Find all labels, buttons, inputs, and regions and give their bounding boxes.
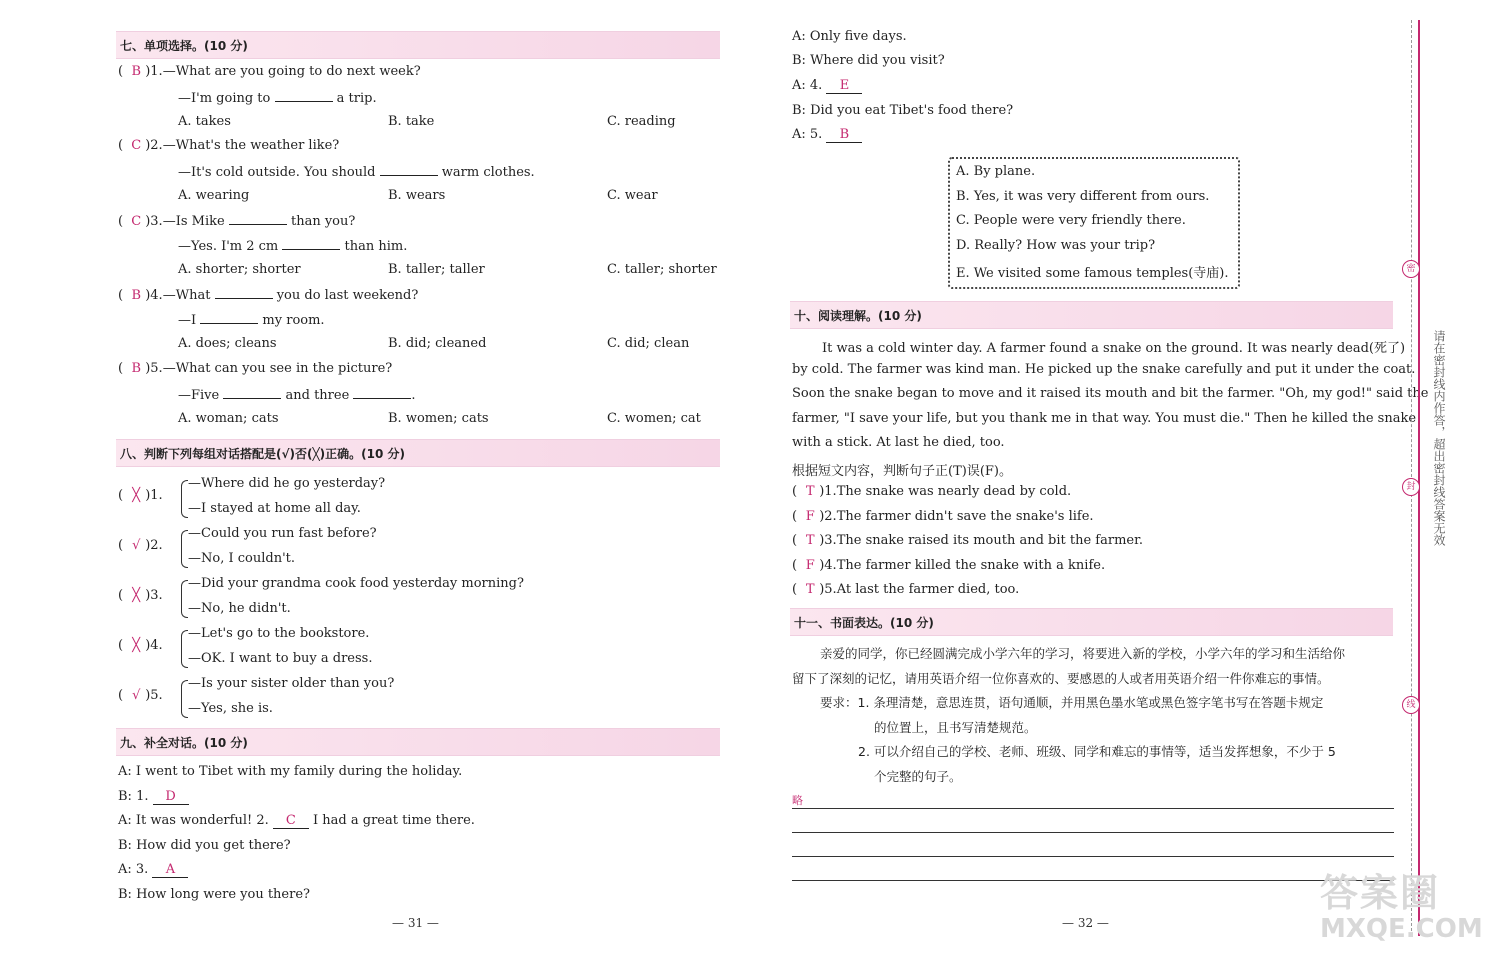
dialogue-question: —Is your sister older than you? bbox=[188, 676, 395, 691]
answer-mark: T bbox=[805, 582, 815, 597]
answer-blank-empty bbox=[380, 163, 438, 176]
writing-answer: 略 bbox=[792, 794, 803, 807]
option-b: B. taller; taller bbox=[388, 262, 485, 277]
dialogue-line: A: 5. B bbox=[792, 127, 862, 143]
question-line bbox=[118, 212, 355, 229]
answer-mark: √ bbox=[132, 538, 141, 553]
seal-mark: 封 bbox=[1402, 478, 1420, 496]
option-c: C. wear bbox=[607, 188, 658, 203]
dialogue-line: A: Only five days. bbox=[792, 29, 907, 44]
writing-line bbox=[792, 832, 1394, 833]
response-text: —It's cold outside. You should bbox=[178, 165, 376, 180]
option-item: C. People were very friendly there. bbox=[956, 213, 1186, 228]
paren: ( bbox=[792, 533, 802, 548]
brace bbox=[181, 480, 188, 518]
response-text: . bbox=[411, 388, 416, 403]
statement: The farmer didn't save the snake's life. bbox=[836, 508, 1094, 524]
judgment-label bbox=[118, 638, 163, 653]
response-text: warm clothes. bbox=[441, 165, 535, 180]
dialogue-line: B: 1. D bbox=[118, 789, 189, 805]
answer-choice: B bbox=[131, 288, 141, 303]
question-line bbox=[118, 286, 418, 303]
answer-choice: C bbox=[131, 138, 142, 153]
paren: ( bbox=[118, 288, 128, 303]
judgment-label bbox=[118, 488, 163, 503]
option-a: A. woman; cats bbox=[178, 411, 279, 426]
instruction: 根据短文内容，判断句子正(T)误(F)。 bbox=[792, 464, 1012, 479]
answer-choice: B bbox=[131, 64, 141, 79]
answer-blank-empty bbox=[275, 89, 333, 102]
answer-mark: T bbox=[805, 533, 815, 548]
question-stem: you do last weekend? bbox=[276, 288, 419, 303]
question-number: )4. bbox=[145, 288, 163, 303]
options-box bbox=[948, 157, 1240, 289]
passage-line: It was a cold winter day. A farmer found a snake on the ground. It was nearly dead(死了) bbox=[822, 341, 1406, 356]
question-number: )1. bbox=[145, 488, 163, 503]
judgment-label bbox=[118, 688, 163, 703]
answer-blank: D bbox=[153, 789, 189, 805]
question-line bbox=[118, 138, 339, 153]
answer-mark: ╳ bbox=[132, 588, 141, 603]
option-b: B. wears bbox=[388, 188, 446, 203]
seal-line bbox=[1418, 20, 1420, 936]
dialogue-response: —No, I couldn't. bbox=[188, 551, 295, 566]
paren: ( bbox=[792, 508, 802, 524]
watermark-url: MXQE.COM bbox=[1320, 914, 1483, 944]
answer-choice: C bbox=[131, 214, 142, 229]
answer-mark: F bbox=[805, 508, 815, 524]
passage-line: farmer, "I save your life, but you thank me in that way. You must die." Then he killed the snake bbox=[792, 411, 1417, 426]
paren: ( bbox=[118, 538, 128, 553]
paren: ( bbox=[118, 488, 128, 503]
section-9-header bbox=[116, 728, 720, 756]
page-number: — 32 — bbox=[1062, 916, 1109, 930]
question-line bbox=[178, 237, 407, 254]
answer-mark: ╳ bbox=[132, 488, 141, 503]
section-8-title: 八、判断下列每组对话搭配是(√)否(╳)正确。(10 分) bbox=[120, 447, 406, 461]
judgment-line bbox=[792, 533, 1143, 548]
option-b: B. women; cats bbox=[388, 411, 489, 426]
statement: The snake raised its mouth and bit the farmer. bbox=[836, 533, 1144, 548]
brace bbox=[181, 530, 188, 568]
option-c: C. taller; shorter bbox=[607, 262, 717, 277]
seal-mark: 密 bbox=[1402, 260, 1420, 278]
response-text: —I'm going to bbox=[178, 91, 271, 106]
answer-blank-empty bbox=[200, 311, 258, 324]
question-line bbox=[118, 361, 392, 376]
writing-line bbox=[792, 856, 1394, 857]
paren: ( bbox=[792, 582, 802, 597]
dialogue-question: —Did your grandma cook food yesterday morning? bbox=[188, 576, 524, 591]
answer-mark: T bbox=[805, 484, 815, 499]
question-line bbox=[178, 89, 377, 106]
passage-line: by cold. The farmer was kind man. He picked up the snake carefully and put it under the coat. bbox=[792, 362, 1416, 377]
answer-blank-empty bbox=[215, 286, 273, 299]
dialogue-line: A: 4. E bbox=[792, 78, 862, 94]
response-text: and three bbox=[285, 388, 350, 403]
requirement-2-cont: 个完整的句子。 bbox=[874, 769, 962, 784]
response-text: a trip. bbox=[336, 91, 377, 106]
writing-line bbox=[792, 808, 1394, 809]
option-a: A. wearing bbox=[178, 188, 250, 203]
paren: ( bbox=[118, 638, 128, 653]
judgment-line bbox=[792, 509, 1094, 524]
option-item: E. We visited some famous temples(寺庙). bbox=[956, 266, 1229, 281]
question-number: )5. bbox=[145, 361, 163, 376]
option-a: A. takes bbox=[178, 114, 231, 129]
dialogue-line: B: How did you get there? bbox=[118, 838, 291, 853]
answer-blank: B bbox=[826, 127, 862, 143]
option-item: A. By plane. bbox=[956, 164, 1036, 179]
option-b: B. did; cleaned bbox=[388, 336, 487, 351]
judgment-line bbox=[792, 484, 1071, 499]
requirement-1: 要求：1. 条理清楚，意思连贯，语句通顺，并用黑色墨水笔或黑色签字笔书写在答题卡规定 bbox=[820, 695, 1324, 710]
dialogue-response: —OK. I want to buy a dress. bbox=[188, 651, 373, 666]
question-number: )3. bbox=[145, 214, 163, 229]
question-line bbox=[118, 64, 421, 79]
brace bbox=[181, 630, 188, 668]
page-number: — 31 — bbox=[392, 916, 439, 930]
paren: ( bbox=[118, 214, 128, 229]
question-number: )4. bbox=[145, 638, 163, 653]
answer-blank: A bbox=[152, 862, 188, 878]
option-a: A. shorter; shorter bbox=[178, 262, 301, 277]
writing-line bbox=[792, 880, 1394, 881]
response-text: than him. bbox=[344, 239, 408, 254]
answer-blank-empty bbox=[223, 386, 281, 399]
answer-mark: ╳ bbox=[132, 638, 141, 653]
paren: ( bbox=[792, 557, 802, 573]
judgment-line bbox=[792, 582, 1019, 597]
brace bbox=[181, 580, 188, 618]
section-10-header bbox=[790, 301, 1393, 329]
option-item: D. Really? How was your trip? bbox=[956, 237, 1156, 253]
paren: ( bbox=[118, 688, 128, 703]
paren: ( bbox=[792, 484, 802, 499]
question-stem: —Is Mike bbox=[162, 214, 225, 229]
response-text: my room. bbox=[262, 313, 325, 328]
prompt-text: 留下了深刻的记忆，请用英语介绍一位你喜欢的、要感恩的人或者用英语介绍一件你难忘的事情。 bbox=[792, 671, 1330, 686]
option-item: B. Yes, it was very different from ours. bbox=[956, 188, 1210, 204]
question-number: )1. bbox=[819, 484, 837, 499]
question-number: )5. bbox=[145, 688, 163, 703]
question-stem: —What are you going to do next week? bbox=[162, 64, 421, 79]
section-11-title: 十一、书面表达。(10 分) bbox=[794, 616, 934, 630]
dialogue-question: —Let's go to the bookstore. bbox=[188, 626, 370, 641]
option-a: A. does; cleans bbox=[178, 336, 277, 351]
answer-blank: E bbox=[826, 78, 862, 94]
dialogue-line: A: 3. A bbox=[118, 862, 188, 878]
question-number: )3. bbox=[819, 533, 837, 548]
option-c: C. did; clean bbox=[607, 336, 690, 351]
judgment-label bbox=[118, 588, 163, 603]
requirement-2: 2. 可以介绍自己的学校、老师、班级、同学和难忘的事情等，适当发挥想象，不少于 5 bbox=[858, 744, 1336, 759]
question-stem: —What's the weather like? bbox=[162, 138, 340, 153]
section-8-header bbox=[116, 439, 720, 467]
dialogue-response: —No, he didn't. bbox=[188, 601, 291, 616]
question-number: )3. bbox=[145, 588, 163, 603]
paren: ( bbox=[118, 64, 128, 79]
question-stem: than you? bbox=[290, 214, 356, 229]
question-stem: —What bbox=[162, 288, 211, 303]
section-10-title: 十、阅读理解。(10 分) bbox=[794, 309, 922, 323]
judgment-label bbox=[118, 538, 163, 553]
dialogue-line: B: Where did you visit? bbox=[792, 53, 945, 68]
paren: ( bbox=[118, 361, 128, 376]
passage-line: with a stick. At last he died, too. bbox=[792, 435, 1005, 450]
question-number: )5. bbox=[819, 582, 837, 597]
answer-mark: F bbox=[805, 557, 815, 573]
response-text: —Yes. I'm 2 cm bbox=[178, 239, 279, 254]
requirement-1-cont: 的位置上，且书写清楚规范。 bbox=[874, 720, 1037, 735]
dialogue-question: —Could you run fast before? bbox=[188, 526, 377, 541]
question-number: )2. bbox=[819, 508, 837, 524]
dialogue-response: —I stayed at home all day. bbox=[188, 501, 361, 516]
section-11-header bbox=[790, 608, 1393, 636]
answer-blank-empty bbox=[353, 386, 411, 399]
section-7-title: 七、单项选择。(10 分) bbox=[120, 39, 248, 53]
question-number: )2. bbox=[145, 138, 163, 153]
question-line bbox=[178, 311, 325, 328]
option-c: C. reading bbox=[607, 114, 676, 129]
response-text: —I bbox=[178, 313, 197, 328]
seal-instruction: 请在密封线内作答，超出密封线答案无效 bbox=[1432, 330, 1446, 546]
dialogue-question: —Where did he go yesterday? bbox=[188, 476, 386, 491]
statement: At last the farmer died, too. bbox=[836, 582, 1020, 597]
brace bbox=[181, 680, 188, 718]
right-page bbox=[750, 0, 1500, 956]
answer-blank-empty bbox=[282, 237, 340, 250]
answer-blank: C bbox=[273, 813, 309, 829]
seal-mark: 线 bbox=[1402, 696, 1420, 714]
passage-line: Soon the snake began to move and it raised its mouth and bit the farmer. "Oh, my god!" said the bbox=[792, 386, 1429, 401]
dialogue-line: A: I went to Tibet with my family during the holiday. bbox=[118, 764, 463, 779]
watermark-logo: 答案圈 bbox=[1320, 871, 1441, 915]
question-stem: —What can you see in the picture? bbox=[162, 361, 393, 376]
statement: The farmer killed the snake with a knife. bbox=[836, 557, 1106, 573]
answer-mark: √ bbox=[132, 688, 141, 703]
statement: The snake was nearly dead by cold. bbox=[836, 484, 1072, 499]
question-line bbox=[178, 163, 535, 180]
question-number: )4. bbox=[819, 557, 837, 573]
dialogue-line: A: It was wonderful! 2. C I had a great time there. bbox=[118, 813, 475, 828]
dialogue-line: B: How long were you there? bbox=[118, 887, 311, 902]
option-c: C. women; cat bbox=[607, 411, 701, 426]
question-line bbox=[178, 386, 416, 403]
question-number: )2. bbox=[145, 538, 163, 553]
judgment-line bbox=[792, 558, 1105, 573]
option-b: B. take bbox=[388, 114, 435, 129]
section-9-title: 九、补全对话。(10 分) bbox=[120, 736, 248, 750]
paren: ( bbox=[118, 588, 128, 603]
response-text: —Five bbox=[178, 388, 220, 403]
answer-blank-empty bbox=[229, 212, 287, 225]
question-number: )1. bbox=[145, 64, 163, 79]
section-7-header bbox=[116, 31, 720, 59]
answer-choice: B bbox=[131, 361, 141, 376]
dialogue-line: B: Did you eat Tibet's food there? bbox=[792, 103, 1014, 118]
paren: ( bbox=[118, 138, 128, 153]
dialogue-response: —Yes, she is. bbox=[188, 701, 273, 716]
prompt-text: 亲爱的同学，你已经圆满完成小学六年的学习，将要进入新的学校，小学六年的学习和生活给你 bbox=[820, 646, 1346, 661]
